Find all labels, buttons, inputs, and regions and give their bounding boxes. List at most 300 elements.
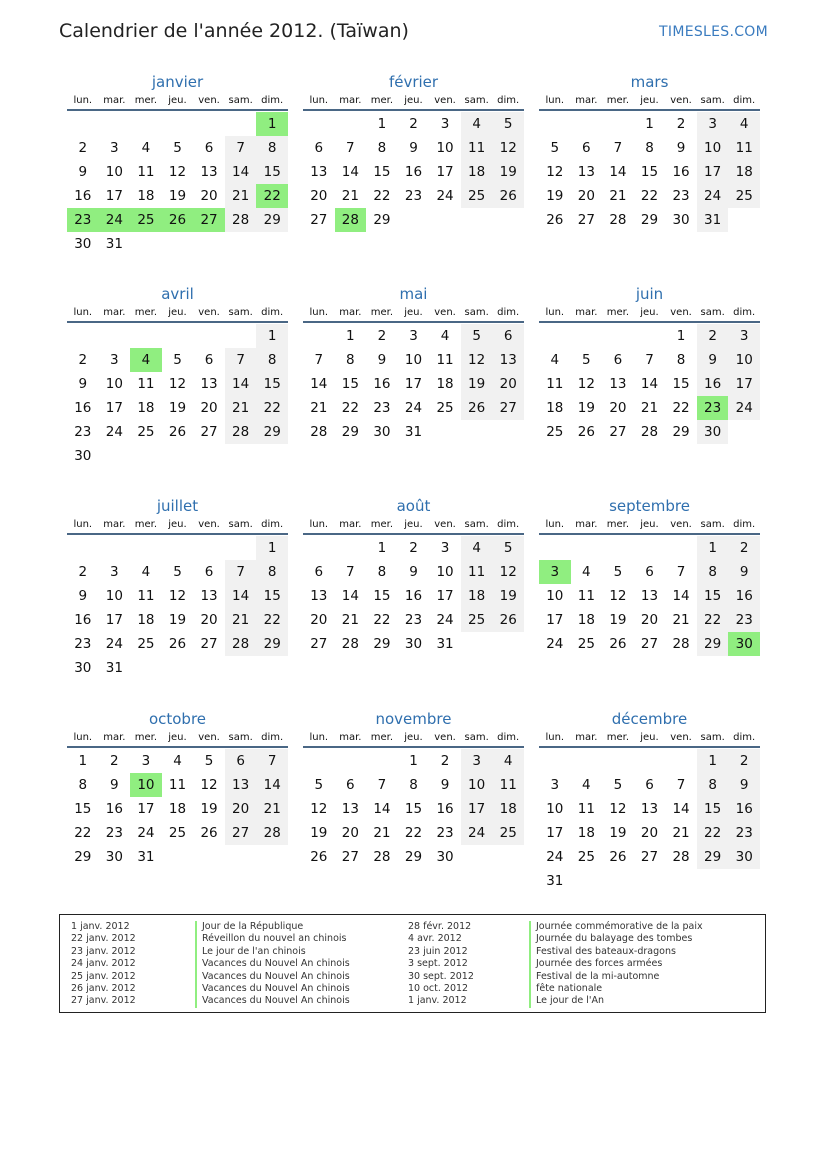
- day-cell: 7: [225, 348, 257, 372]
- day-cell: 29: [256, 632, 288, 656]
- day-cell: 15: [256, 584, 288, 608]
- day-cell: 21: [225, 184, 257, 208]
- day-cell: 27: [640, 849, 659, 865]
- weekday-label: mer.: [134, 519, 158, 530]
- day-cell: 27: [640, 636, 659, 652]
- weekday-label: jeu.: [640, 95, 659, 106]
- day-cell: 22: [373, 188, 391, 204]
- month-6: [67, 496, 288, 710]
- day-cell: 8: [78, 777, 88, 793]
- day-cell: 2: [409, 540, 418, 556]
- weekday-header: [303, 93, 524, 111]
- weekday-label: ven.: [434, 95, 456, 106]
- day-cell: 11: [436, 352, 454, 368]
- day-cell: 8: [377, 564, 387, 580]
- day-cell: 7: [225, 560, 257, 584]
- weekday-label: ven.: [670, 519, 692, 530]
- weekday-label: ven.: [198, 519, 220, 530]
- legend-date: 24 janv. 2012: [71, 958, 136, 970]
- day-cell: 16: [74, 188, 92, 204]
- day-cell: 9: [110, 777, 119, 793]
- weekday-label: dim.: [733, 732, 756, 743]
- weekday-label: jeu.: [404, 95, 423, 106]
- day-cell: 28: [373, 849, 391, 865]
- weekday-label: jeu.: [640, 307, 659, 318]
- day-cell: 26: [577, 424, 595, 440]
- day-cell: 17: [546, 612, 564, 628]
- day-cell: 3: [728, 324, 760, 348]
- weekday-label: dim.: [733, 95, 756, 106]
- day-cell: 23: [404, 612, 423, 628]
- day-cell: 15: [373, 588, 391, 604]
- day-cell: 7: [377, 777, 387, 793]
- day-cell: 18: [137, 400, 155, 416]
- legend-holiday-name: Le jour de l'an chinois: [195, 946, 350, 958]
- day-cell: 14: [341, 164, 359, 180]
- day-cell: 29: [697, 845, 729, 869]
- day-cell: 4: [550, 352, 560, 368]
- weekday-label: mar.: [339, 519, 362, 530]
- day-cell: 16: [373, 376, 391, 392]
- day-cell: 9: [78, 164, 88, 180]
- weekday-label: mar.: [103, 95, 126, 106]
- day-cell: 27: [609, 424, 627, 440]
- day-cell: 12: [168, 164, 187, 180]
- day-cell: 1: [645, 116, 654, 132]
- weekday-label: mer.: [606, 519, 630, 530]
- day-cell: 31: [105, 236, 123, 252]
- day-cell: 13: [200, 164, 218, 180]
- day-cell: 7: [346, 140, 355, 156]
- day-cell: 25: [168, 825, 187, 841]
- day-cell: 25: [577, 849, 595, 865]
- day-cell: 21: [256, 797, 288, 821]
- day-cell: 23: [436, 825, 454, 841]
- legend-date: 10 oct. 2012: [408, 982, 469, 994]
- day-cell: 5: [492, 112, 524, 136]
- day-cell: 1: [676, 328, 686, 344]
- day-cell: 31: [404, 424, 423, 440]
- weekday-label: sam.: [700, 732, 725, 743]
- weekday-label: ven.: [198, 732, 220, 743]
- legend-date: 25 janv. 2012: [71, 970, 136, 982]
- day-cell: 10: [105, 376, 123, 392]
- day-cell: 24: [728, 396, 760, 420]
- day-cell: 21: [225, 608, 257, 632]
- day-cell: 26: [609, 849, 627, 865]
- day-cell: 4: [461, 536, 493, 560]
- day-cell: 18: [577, 825, 595, 841]
- weekday-header: [67, 730, 288, 748]
- legend-holiday-name: Festival de la mi-automne: [529, 971, 703, 983]
- day-cell: 9: [78, 588, 88, 604]
- day-cell: 25: [728, 184, 760, 208]
- legend-holiday-name: Vacances du Nouvel An chinois: [195, 983, 350, 995]
- site-brand[interactable]: TIMESLES.COM: [659, 24, 768, 40]
- day-cell: 3: [550, 777, 560, 793]
- weekday-label: sam.: [464, 307, 489, 318]
- day-cell: 18: [728, 160, 760, 184]
- weekday-header: [539, 305, 760, 323]
- holiday-day-cell: 28: [335, 208, 367, 232]
- day-cell: 29: [697, 632, 729, 656]
- weekday-label: sam.: [464, 519, 489, 530]
- day-cell: 6: [613, 352, 623, 368]
- day-cell: 14: [310, 376, 328, 392]
- day-cell: 14: [256, 773, 288, 797]
- day-cell: 21: [341, 188, 359, 204]
- weekday-label: sam.: [464, 95, 489, 106]
- day-cell: 25: [546, 424, 564, 440]
- legend-holiday-name: fête nationale: [529, 983, 703, 995]
- day-cell: 4: [141, 564, 151, 580]
- day-cell: 24: [436, 188, 454, 204]
- weekday-label: dim.: [261, 519, 284, 530]
- day-cell: 28: [341, 636, 359, 652]
- day-cell: 4: [173, 753, 182, 769]
- day-cell: 23: [404, 188, 423, 204]
- day-cell: 22: [256, 396, 288, 420]
- weekday-header: [539, 730, 760, 748]
- weekday-label: jeu.: [404, 732, 423, 743]
- day-cell: 19: [168, 400, 187, 416]
- day-cell: 9: [78, 376, 88, 392]
- day-cell: 4: [461, 112, 493, 136]
- day-cell: 8: [645, 140, 654, 156]
- day-cell: 17: [546, 825, 564, 841]
- day-cell: 13: [225, 773, 257, 797]
- day-cell: 12: [492, 136, 524, 160]
- day-cell: 31: [546, 873, 564, 889]
- day-cell: 28: [672, 849, 690, 865]
- day-cell: 30: [74, 236, 92, 252]
- day-cell: 18: [436, 376, 454, 392]
- weekday-label: mer.: [370, 732, 394, 743]
- day-cell: 22: [256, 608, 288, 632]
- day-cell: 18: [577, 612, 595, 628]
- day-cell: 14: [373, 801, 391, 817]
- month-name: janvier: [151, 73, 204, 91]
- legend-date: 23 juin 2012: [408, 945, 468, 957]
- day-cell: 16: [697, 372, 729, 396]
- day-cell: 5: [173, 140, 182, 156]
- day-cell: 27: [577, 212, 595, 228]
- day-cell: 12: [609, 801, 627, 817]
- day-cell: 12: [310, 801, 328, 817]
- day-cell: 15: [404, 801, 423, 817]
- day-cell: 2: [78, 352, 88, 368]
- day-cell: 25: [436, 400, 454, 416]
- weekday-label: dim.: [497, 307, 520, 318]
- day-cell: 20: [200, 400, 218, 416]
- day-cell: 24: [546, 849, 564, 865]
- day-cell: 8: [346, 352, 355, 368]
- day-cell: 24: [137, 825, 155, 841]
- weekday-label: mer.: [134, 307, 158, 318]
- weekday-label: ven.: [670, 95, 692, 106]
- weekday-label: lun.: [309, 519, 329, 530]
- day-cell: 31: [137, 849, 155, 865]
- holiday-day-cell: 26: [162, 208, 194, 232]
- legend-holiday-name: Journée des forces armées: [529, 958, 703, 970]
- weekday-label: jeu.: [168, 95, 187, 106]
- day-cell: 24: [461, 821, 493, 845]
- holiday-day-cell: 22: [256, 184, 288, 208]
- weekday-header: [303, 517, 524, 535]
- day-cell: 4: [728, 112, 760, 136]
- weekday-label: ven.: [434, 732, 456, 743]
- day-cell: 3: [440, 116, 450, 132]
- day-cell: 6: [204, 564, 214, 580]
- month-name: mai: [399, 285, 428, 303]
- weekday-label: mar.: [575, 519, 598, 530]
- day-cell: 29: [373, 636, 391, 652]
- day-cell: 18: [492, 797, 524, 821]
- day-cell: 1: [78, 753, 88, 769]
- weekday-label: jeu.: [168, 519, 187, 530]
- weekday-label: ven.: [434, 307, 456, 318]
- day-cell: 12: [609, 588, 627, 604]
- day-cell: 23: [74, 424, 92, 440]
- legend-dates-left: [71, 921, 136, 1008]
- day-cell: 12: [577, 376, 595, 392]
- weekday-label: mar.: [103, 519, 126, 530]
- day-cell: 1: [409, 753, 418, 769]
- day-cell: 6: [314, 564, 324, 580]
- day-cell: 3: [110, 140, 119, 156]
- legend-names-right: [529, 921, 703, 1008]
- weekday-header: [67, 305, 288, 323]
- day-cell: 5: [314, 777, 324, 793]
- holiday-legend: [59, 914, 766, 1013]
- day-cell: 26: [168, 424, 187, 440]
- day-cell: 24: [546, 636, 564, 652]
- legend-date: 1 janv. 2012: [408, 995, 467, 1007]
- weekday-label: ven.: [198, 95, 220, 106]
- legend-date: 1 janv. 2012: [71, 921, 130, 932]
- weekday-label: ven.: [198, 307, 220, 318]
- day-cell: 28: [225, 632, 257, 656]
- day-cell: 2: [676, 116, 686, 132]
- day-cell: 13: [577, 164, 595, 180]
- day-cell: 23: [728, 821, 760, 845]
- day-cell: 8: [256, 348, 288, 372]
- day-cell: 15: [341, 376, 359, 392]
- weekday-label: lun.: [545, 307, 565, 318]
- day-cell: 26: [310, 849, 328, 865]
- day-cell: 12: [461, 348, 493, 372]
- weekday-label: lun.: [73, 95, 93, 106]
- weekday-label: sam.: [228, 732, 253, 743]
- day-cell: 25: [577, 636, 595, 652]
- day-cell: 17: [697, 160, 729, 184]
- day-cell: 29: [373, 212, 391, 228]
- day-cell: 16: [74, 612, 92, 628]
- day-cell: 13: [200, 588, 218, 604]
- day-cell: 20: [225, 797, 257, 821]
- day-cell: 7: [225, 136, 257, 160]
- weekday-label: sam.: [464, 732, 489, 743]
- day-cell: 27: [341, 849, 359, 865]
- day-cell: 14: [225, 584, 257, 608]
- day-cell: 10: [404, 352, 423, 368]
- day-cell: 29: [341, 424, 359, 440]
- day-cell: 6: [492, 324, 524, 348]
- day-cell: 11: [492, 773, 524, 797]
- month-name: août: [396, 497, 431, 515]
- day-cell: 4: [582, 777, 591, 793]
- day-cell: 28: [672, 636, 690, 652]
- day-cell: 10: [436, 564, 454, 580]
- month-7: [303, 496, 524, 710]
- day-cell: 27: [200, 636, 218, 652]
- day-cell: 2: [697, 324, 729, 348]
- day-cell: 2: [110, 753, 119, 769]
- day-cell: 24: [436, 612, 454, 628]
- weekday-label: lun.: [73, 732, 93, 743]
- day-cell: 8: [256, 560, 288, 584]
- day-cell: 16: [404, 164, 423, 180]
- day-cell: 9: [440, 777, 450, 793]
- day-cell: 30: [436, 849, 454, 865]
- legend-holiday-name: Jour de la République: [195, 921, 350, 933]
- day-cell: 21: [373, 825, 391, 841]
- day-cell: 20: [577, 188, 595, 204]
- day-cell: 21: [609, 188, 627, 204]
- day-cell: 5: [173, 564, 182, 580]
- day-cell: 13: [310, 588, 328, 604]
- weekday-label: ven.: [434, 519, 456, 530]
- day-cell: 30: [74, 660, 92, 676]
- day-cell: 29: [672, 424, 690, 440]
- day-cell: 22: [697, 821, 729, 845]
- day-cell: 2: [78, 564, 88, 580]
- day-cell: 13: [341, 801, 359, 817]
- day-cell: 8: [697, 773, 729, 797]
- day-cell: 7: [256, 749, 288, 773]
- day-cell: 2: [728, 536, 760, 560]
- weekday-label: ven.: [670, 732, 692, 743]
- holiday-day-cell: 23: [67, 208, 99, 232]
- day-cell: 1: [256, 324, 288, 348]
- day-cell: 26: [168, 636, 187, 652]
- day-cell: 3: [461, 749, 493, 773]
- day-cell: 1: [697, 749, 729, 773]
- day-cell: 7: [676, 564, 686, 580]
- weekday-label: dim.: [261, 95, 284, 106]
- holiday-day-cell: 1: [256, 112, 288, 136]
- weekday-label: lun.: [309, 732, 329, 743]
- day-cell: 6: [225, 749, 257, 773]
- day-cell: 16: [74, 400, 92, 416]
- day-cell: 6: [204, 140, 214, 156]
- legend-date: 4 avr. 2012: [408, 933, 462, 945]
- day-cell: 14: [640, 376, 659, 392]
- day-cell: 28: [310, 424, 328, 440]
- day-cell: 22: [640, 188, 659, 204]
- day-cell: 20: [200, 612, 218, 628]
- day-cell: 5: [613, 564, 623, 580]
- day-cell: 6: [314, 140, 324, 156]
- day-cell: 4: [582, 564, 591, 580]
- day-cell: 28: [640, 424, 659, 440]
- day-cell: 3: [110, 352, 119, 368]
- day-cell: 10: [436, 140, 454, 156]
- day-cell: 10: [697, 136, 729, 160]
- day-cell: 13: [640, 588, 659, 604]
- weekday-label: sam.: [700, 95, 725, 106]
- legend-date: 30 sept. 2012: [408, 970, 474, 982]
- day-cell: 20: [341, 825, 359, 841]
- day-cell: 30: [728, 845, 760, 869]
- day-cell: 1: [256, 536, 288, 560]
- day-cell: 2: [377, 328, 387, 344]
- day-cell: 27: [492, 396, 524, 420]
- day-cell: 29: [404, 849, 423, 865]
- day-cell: 20: [640, 825, 659, 841]
- day-cell: 2: [409, 116, 418, 132]
- day-cell: 14: [341, 588, 359, 604]
- weekday-label: dim.: [261, 732, 284, 743]
- day-cell: 20: [492, 372, 524, 396]
- page-title: Calendrier de l'année 2012. (Taïwan): [59, 20, 409, 42]
- day-cell: 2: [440, 753, 450, 769]
- legend-date: 26 janv. 2012: [71, 982, 136, 994]
- day-cell: 13: [492, 348, 524, 372]
- day-cell: 7: [613, 140, 623, 156]
- day-cell: 27: [200, 424, 218, 440]
- month-4: [303, 284, 524, 498]
- legend-holiday-name: Journée commémorative de la paix: [529, 921, 703, 933]
- day-cell: 25: [137, 424, 155, 440]
- weekday-header: [303, 730, 524, 748]
- day-cell: 20: [310, 612, 328, 628]
- month-10: [303, 709, 524, 923]
- day-cell: 20: [609, 400, 627, 416]
- day-cell: 15: [74, 801, 92, 817]
- day-cell: 7: [314, 352, 324, 368]
- weekday-label: lun.: [309, 307, 329, 318]
- legend-date: 28 févr. 2012: [408, 921, 472, 932]
- day-cell: 10: [105, 164, 123, 180]
- day-cell: 14: [609, 164, 627, 180]
- day-cell: 7: [346, 564, 355, 580]
- day-cell: 21: [640, 400, 659, 416]
- day-cell: 19: [168, 612, 187, 628]
- weekday-header: [539, 517, 760, 535]
- weekday-label: mar.: [103, 732, 126, 743]
- weekday-label: mer.: [134, 95, 158, 106]
- day-cell: 24: [697, 184, 729, 208]
- day-cell: 16: [728, 797, 760, 821]
- day-cell: 5: [582, 352, 591, 368]
- holiday-day-cell: 24: [99, 208, 131, 232]
- weekday-label: mar.: [103, 307, 126, 318]
- month-8: [539, 496, 760, 710]
- weekday-label: jeu.: [640, 519, 659, 530]
- day-cell: 7: [645, 352, 654, 368]
- day-cell: 4: [440, 328, 450, 344]
- day-cell: 30: [404, 636, 423, 652]
- day-cell: 23: [728, 608, 760, 632]
- day-cell: 24: [105, 636, 123, 652]
- day-cell: 22: [404, 825, 423, 841]
- day-cell: 17: [404, 376, 423, 392]
- day-cell: 18: [546, 400, 564, 416]
- legend-holiday-name: Le jour de l'An: [529, 995, 703, 1007]
- day-cell: 8: [256, 136, 288, 160]
- weekday-label: sam.: [228, 307, 253, 318]
